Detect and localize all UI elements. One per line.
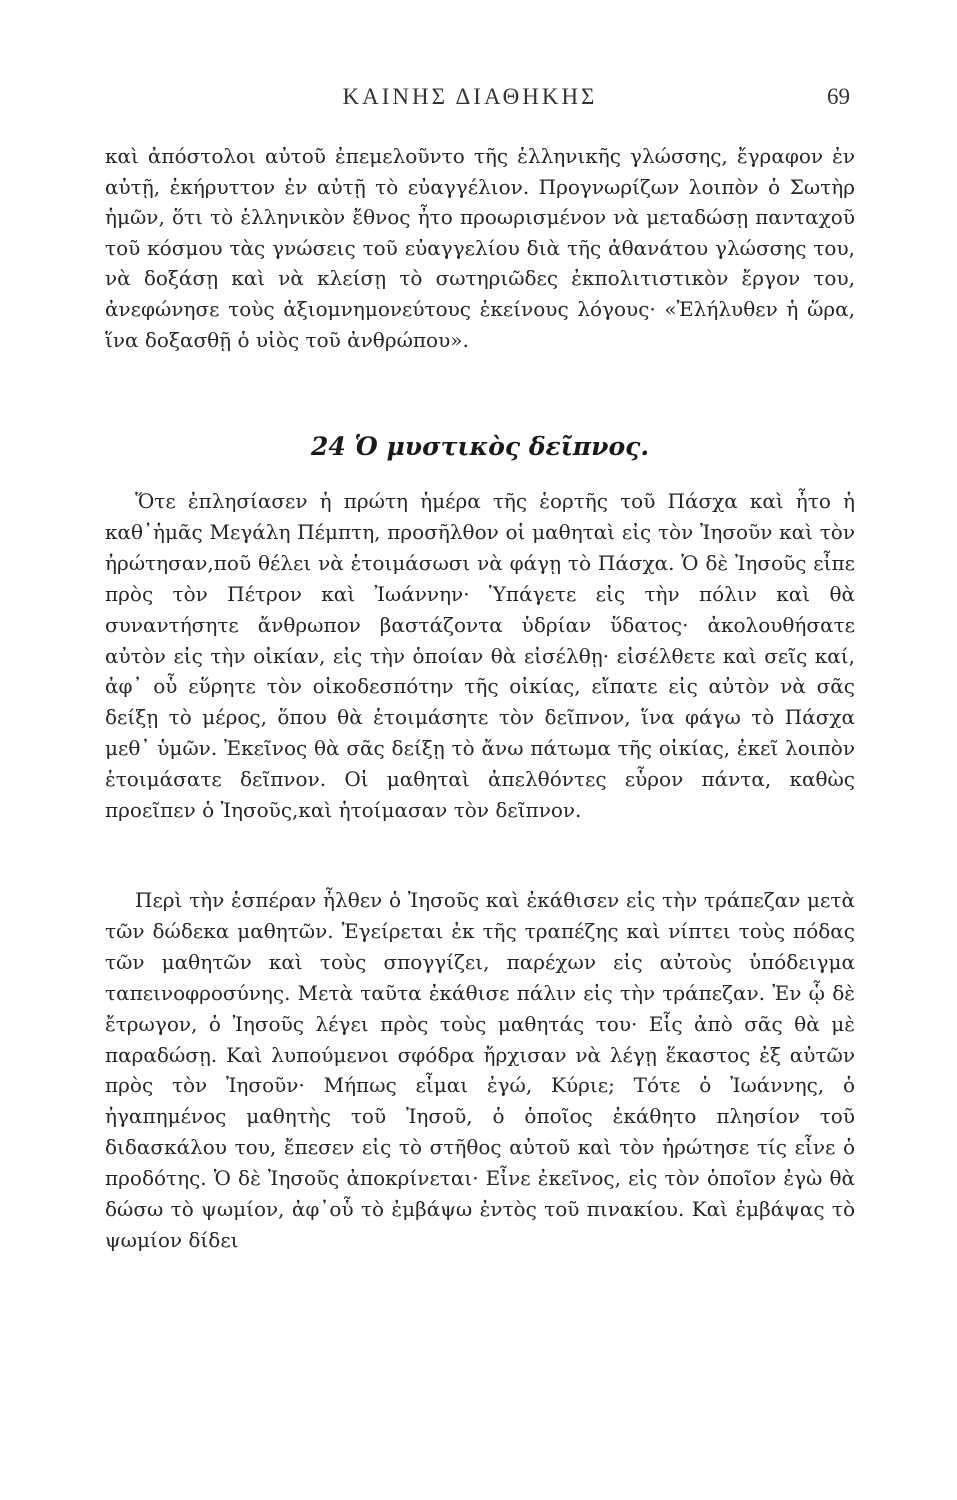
page-number: 69 xyxy=(827,84,850,109)
running-head: ΚΑΙΝΗΣ ΔΙΑΘΗΚΗΣ xyxy=(342,84,598,109)
paragraph-continuation: καὶ ἀπόστολοι αὐτοῦ ἐπεμελοῦντο τῆς ἑλληνικῆς γλώσσης, ἔγραφον ἐν αὐτῇ, ἐκήρυττον ἐν αὐτῇ τὸ εὐαγγέλιον. Προγνωρίζων λοιπὸν ὁ Σωτὴρ ἡμῶν, ὅτι τὸ ἑλληνικὸν ἔθνος ἦτο προωρισμένον νὰ μεταδώσῃ πανταχοῦ τοῦ κόσμου τὰς γνώσεις τοῦ εὐαγγελίου διὰ τῆς ἀθανάτου γλώσσης του, νὰ δοξάσῃ καὶ νὰ κλείσῃ τὸ σωτηριῶδες ἐκπολιτιστικὸν ἔργον του, ἀνεφώνησε τοὺς ἀξιομνημονεύτους ἐκείνους λόγους· «Ἐλήλυθεν ἡ ὥρα, ἵνα δοξασθῇ ὁ υἱὸς τοῦ ἀνθρώπου». xyxy=(105,144,855,352)
section-heading: 24 Ὁ μυστικὸς δεῖπνος. xyxy=(310,432,650,461)
paragraph-last-supper-preparation: Ὅτε ἐπλησίασεν ἡ πρώτη ἡμέρα τῆς ἑορτῆς τοῦ Πάσχα καὶ ἦτο ἡ καθ᾽ἡμᾶς Μεγάλη Πέμπτη, προσῆλθον οἱ μαθηταὶ εἰς τὸν Ἰησοῦν καὶ τὸν ἠρώτησαν,ποῦ θέλει νὰ ἑτοιμάσωσι νὰ φάγῃ τὸ Πάσχα. Ὁ δὲ Ἰησοῦς εἶπε πρὸς τὸν Πέτρον καὶ Ἰωάννην· Ὑπάγετε εἰς τὴν πόλιν καὶ θὰ συναντήσητε ἄνθρωπον βαστάζοντα ὑδρίαν ὕδατος· ἀκολουθήσατε αὐτὸν εἰς τὴν οἰκίαν, εἰς τὴν ὁποίαν θὰ εἰσέλθῃ· εἰσέλθετε καὶ σεῖς καί, ἀφ᾽ οὗ εὕρητε τὸν οἰκοδεσπότην τῆς οἰκίας, εἴπατε εἰς αὐτὸν νὰ σᾶς δείξῃ τὸ μέρος, ὅπου θὰ ἑτοιμάσητε τὸν δεῖπνον, ἵνα φάγω τὸ Πάσχα μεθ᾽ ὑμῶν. Ἐκεῖνος θὰ σᾶς δείξῃ τὸ ἄνω πάτωμα τῆς οἰκίας, ἐκεῖ λοιπὸν ἑτοιμάσατε δεῖπνον. Οἱ μαθηταὶ ἀπελθόντες εὗρον πάντα, καθὼς προεῖπεν ὁ Ἰησοῦς,καὶ ἡτοίμασαν τὸν δεῖπνον. xyxy=(105,489,855,823)
paragraph-last-supper-evening: Περὶ τὴν ἑσπέραν ἦλθεν ὁ Ἰησοῦς καὶ ἐκάθισεν εἰς τὴν τράπεζαν μετὰ τῶν δώδεκα μαθητῶν. Ἐγείρεται ἐκ τῆς τραπέζης καὶ νίπτει τοὺς πόδας τῶν μαθητῶν καὶ τοὺς σπογγίζει, παρέχων εἰς αὐτοὺς ὑπόδειγμα ταπεινοφροσύνης. Μετὰ ταῦτα ἐκάθισε πάλιν εἰς τὴν τράπεζαν. Ἐν ᾧ δὲ ἔτρωγον, ὁ Ἰησοῦς λέγει πρὸς τοὺς μαθητάς του· Εἷς ἀπὸ σᾶς θὰ μὲ παραδώσῃ. Καὶ λυπούμενοι σφόδρα ἤρχισαν νὰ λέγῃ ἕκαστος ἐξ αὐτῶν πρὸς τὸν Ἰησοῦν· Μήπως εἶμαι ἐγώ, Κύριε; Τότε ὁ Ἰωάννης, ὁ ἠγαπημένος μαθητὴς τοῦ Ἰησοῦ, ὁ ὁποῖος ἐκάθητο πλησίον τοῦ διδασκάλου του, ἔπεσεν εἰς τὸ στῆθος αὐτοῦ καὶ τὸν ἠρώτησε τίς εἶνε ὁ προδότης. Ὁ δὲ Ἰησοῦς ἀποκρίνεται· Εἶνε ἐκεῖνος, εἰς τὸν ὁποῖον ἐγὼ θὰ δώσω τὸ ψωμίον, ἀφ᾽οὗ τὸ ἐμβάψω ἐντὸς τοῦ πινακίου. Καὶ ἐμβάψας τὸ ψωμίον δίδει xyxy=(105,888,855,1252)
page-header xyxy=(90,84,850,114)
